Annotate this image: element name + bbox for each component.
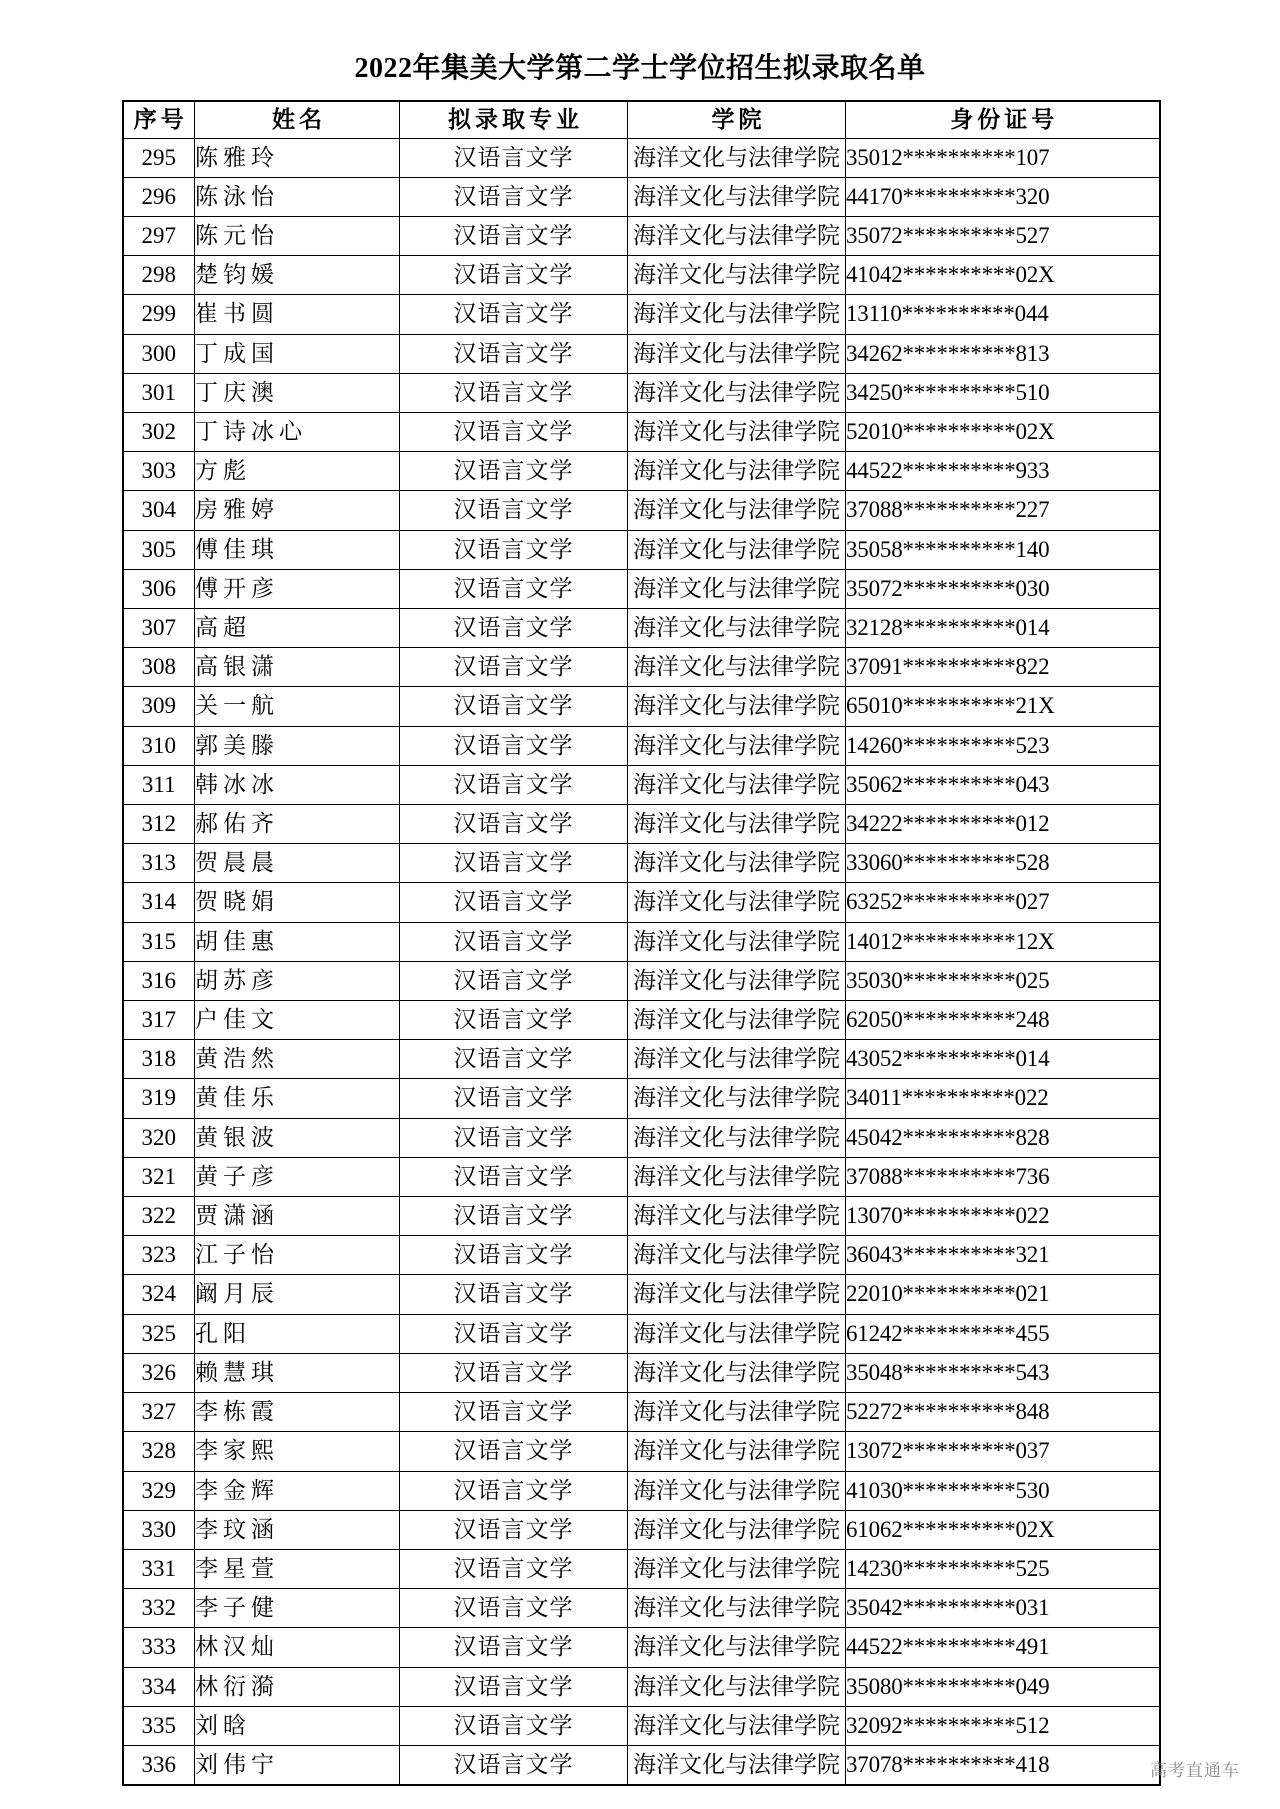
cell-id: 44522**********491 (846, 1628, 1160, 1667)
cell-index: 317 (123, 1001, 195, 1040)
cell-index: 327 (123, 1393, 195, 1432)
cell-major: 汉语言文学 (400, 295, 628, 334)
cell-name: 贺晨晨 (195, 844, 400, 883)
cell-college: 海洋文化与法律学院 (628, 1628, 846, 1667)
cell-id: 61062**********02X (846, 1510, 1160, 1549)
cell-name: 刘晗 (195, 1706, 400, 1745)
cell-name: 李星萱 (195, 1549, 400, 1588)
cell-college: 海洋文化与法律学院 (628, 1667, 846, 1706)
table-row (123, 726, 1160, 765)
table-row (123, 1510, 1160, 1549)
table-row (123, 1314, 1160, 1353)
roster-table (122, 100, 1161, 1787)
cell-college: 海洋文化与法律学院 (628, 1549, 846, 1588)
cell-college: 海洋文化与法律学院 (628, 530, 846, 569)
cell-college: 海洋文化与法律学院 (628, 726, 846, 765)
cell-major: 汉语言文学 (400, 569, 628, 608)
cell-name: 高超 (195, 609, 400, 648)
cell-college: 海洋文化与法律学院 (628, 217, 846, 256)
cell-id: 14012**********12X (846, 922, 1160, 961)
cell-index: 318 (123, 1040, 195, 1079)
cell-major: 汉语言文学 (400, 217, 628, 256)
cell-id: 41030**********530 (846, 1471, 1160, 1510)
cell-index: 331 (123, 1549, 195, 1588)
cell-major: 汉语言文学 (400, 256, 628, 295)
cell-name: 房雅婷 (195, 491, 400, 530)
cell-major: 汉语言文学 (400, 1471, 628, 1510)
table-row (123, 491, 1160, 530)
cell-index: 322 (123, 1197, 195, 1236)
cell-name: 胡苏彦 (195, 961, 400, 1000)
cell-major: 汉语言文学 (400, 1197, 628, 1236)
table-row (123, 1353, 1160, 1392)
cell-index: 329 (123, 1471, 195, 1510)
cell-index: 307 (123, 609, 195, 648)
cell-college: 海洋文化与法律学院 (628, 1079, 846, 1118)
cell-name: 李金辉 (195, 1471, 400, 1510)
cell-id: 36043**********321 (846, 1236, 1160, 1275)
cell-index: 312 (123, 805, 195, 844)
cell-major: 汉语言文学 (400, 1118, 628, 1157)
cell-id: 13110**********044 (846, 295, 1160, 334)
cell-name: 黄浩然 (195, 1040, 400, 1079)
cell-major: 汉语言文学 (400, 1745, 628, 1785)
cell-college: 海洋文化与法律学院 (628, 1393, 846, 1432)
cell-name: 黄子彦 (195, 1157, 400, 1196)
cell-index: 335 (123, 1706, 195, 1745)
cell-name: 贾潇涵 (195, 1197, 400, 1236)
cell-id: 34250**********510 (846, 373, 1160, 412)
cell-college: 海洋文化与法律学院 (628, 765, 846, 804)
table-header-row (123, 101, 1160, 139)
cell-index: 333 (123, 1628, 195, 1667)
table-row (123, 1040, 1160, 1079)
cell-index: 326 (123, 1353, 195, 1392)
cell-name: 丁诗冰心 (195, 413, 400, 452)
cell-college: 海洋文化与法律学院 (628, 883, 846, 922)
cell-major: 汉语言文学 (400, 883, 628, 922)
cell-index: 334 (123, 1667, 195, 1706)
cell-index: 316 (123, 961, 195, 1000)
cell-major: 汉语言文学 (400, 1275, 628, 1314)
cell-college: 海洋文化与法律学院 (628, 961, 846, 1000)
cell-id: 65010**********21X (846, 687, 1160, 726)
table-row (123, 844, 1160, 883)
cell-name: 刘伟宁 (195, 1745, 400, 1785)
cell-major: 汉语言文学 (400, 726, 628, 765)
cell-name: 黄银波 (195, 1118, 400, 1157)
table-row (123, 765, 1160, 804)
cell-id: 35012**********107 (846, 138, 1160, 177)
cell-college: 海洋文化与法律学院 (628, 413, 846, 452)
table-row (123, 413, 1160, 452)
cell-index: 298 (123, 256, 195, 295)
cell-college: 海洋文化与法律学院 (628, 1589, 846, 1628)
table-row (123, 373, 1160, 412)
table-row (123, 1118, 1160, 1157)
cell-college: 海洋文化与法律学院 (628, 1471, 846, 1510)
cell-major: 汉语言文学 (400, 413, 628, 452)
cell-id: 63252**********027 (846, 883, 1160, 922)
cell-name: 李家熙 (195, 1432, 400, 1471)
cell-college: 海洋文化与法律学院 (628, 687, 846, 726)
cell-major: 汉语言文学 (400, 334, 628, 373)
cell-id: 35058**********140 (846, 530, 1160, 569)
cell-college: 海洋文化与法律学院 (628, 1157, 846, 1196)
cell-college: 海洋文化与法律学院 (628, 569, 846, 608)
cell-college: 海洋文化与法律学院 (628, 648, 846, 687)
table-row (123, 1432, 1160, 1471)
table-row (123, 1667, 1160, 1706)
cell-id: 44170**********320 (846, 177, 1160, 216)
cell-index: 330 (123, 1510, 195, 1549)
cell-college: 海洋文化与法律学院 (628, 138, 846, 177)
cell-major: 汉语言文学 (400, 844, 628, 883)
cell-index: 301 (123, 373, 195, 412)
table-row (123, 138, 1160, 177)
cell-id: 32128**********014 (846, 609, 1160, 648)
cell-id: 61242**********455 (846, 1314, 1160, 1353)
table-row (123, 452, 1160, 491)
roster-table-wrapper (122, 100, 1159, 1787)
cell-name: 丁成国 (195, 334, 400, 373)
table-row (123, 569, 1160, 608)
cell-name: 江子怡 (195, 1236, 400, 1275)
cell-id: 32092**********512 (846, 1706, 1160, 1745)
cell-index: 328 (123, 1432, 195, 1471)
cell-college: 海洋文化与法律学院 (628, 1706, 846, 1745)
cell-index: 300 (123, 334, 195, 373)
cell-index: 323 (123, 1236, 195, 1275)
cell-id: 44522**********933 (846, 452, 1160, 491)
cell-index: 306 (123, 569, 195, 608)
table-body (123, 138, 1160, 1785)
cell-index: 320 (123, 1118, 195, 1157)
cell-index: 303 (123, 452, 195, 491)
cell-major: 汉语言文学 (400, 1432, 628, 1471)
cell-id: 13070**********022 (846, 1197, 1160, 1236)
table-row (123, 1471, 1160, 1510)
cell-index: 302 (123, 413, 195, 452)
cell-major: 汉语言文学 (400, 177, 628, 216)
table-row (123, 922, 1160, 961)
cell-major: 汉语言文学 (400, 1589, 628, 1628)
cell-id: 35080**********049 (846, 1667, 1160, 1706)
cell-college: 海洋文化与法律学院 (628, 1353, 846, 1392)
cell-index: 313 (123, 844, 195, 883)
cell-name: 胡佳惠 (195, 922, 400, 961)
cell-id: 62050**********248 (846, 1001, 1160, 1040)
table-row (123, 177, 1160, 216)
cell-name: 孔阳 (195, 1314, 400, 1353)
cell-major: 汉语言文学 (400, 1236, 628, 1275)
cell-name: 户佳文 (195, 1001, 400, 1040)
cell-name: 李玟涵 (195, 1510, 400, 1549)
cell-name: 陈雅玲 (195, 138, 400, 177)
cell-id: 37088**********227 (846, 491, 1160, 530)
table-row (123, 687, 1160, 726)
cell-college: 海洋文化与法律学院 (628, 177, 846, 216)
cell-id: 13072**********037 (846, 1432, 1160, 1471)
cell-id: 37088**********736 (846, 1157, 1160, 1196)
cell-name: 黄佳乐 (195, 1079, 400, 1118)
cell-name: 林衍漪 (195, 1667, 400, 1706)
cell-index: 296 (123, 177, 195, 216)
cell-id: 34262**********813 (846, 334, 1160, 373)
cell-college: 海洋文化与法律学院 (628, 373, 846, 412)
cell-name: 陈元怡 (195, 217, 400, 256)
cell-name: 郭美滕 (195, 726, 400, 765)
cell-major: 汉语言文学 (400, 530, 628, 569)
table-row (123, 256, 1160, 295)
cell-index: 310 (123, 726, 195, 765)
cell-id: 35062**********043 (846, 765, 1160, 804)
cell-index: 332 (123, 1589, 195, 1628)
cell-index: 295 (123, 138, 195, 177)
cell-name: 崔书圆 (195, 295, 400, 334)
table-row (123, 883, 1160, 922)
cell-college: 海洋文化与法律学院 (628, 452, 846, 491)
cell-name: 李子健 (195, 1589, 400, 1628)
column-header-index: 序号 (123, 101, 195, 139)
cell-major: 汉语言文学 (400, 1040, 628, 1079)
column-header-name: 姓名 (195, 101, 400, 139)
cell-name: 阚月辰 (195, 1275, 400, 1314)
table-row (123, 805, 1160, 844)
cell-index: 299 (123, 295, 195, 334)
cell-index: 311 (123, 765, 195, 804)
cell-name: 丁庆澳 (195, 373, 400, 412)
table-row (123, 1197, 1160, 1236)
column-header-college: 学院 (628, 101, 846, 139)
table-row (123, 1745, 1160, 1785)
table-row (123, 1079, 1160, 1118)
cell-name: 楚钧媛 (195, 256, 400, 295)
cell-major: 汉语言文学 (400, 961, 628, 1000)
cell-index: 324 (123, 1275, 195, 1314)
table-row (123, 1393, 1160, 1432)
table-row (123, 648, 1160, 687)
cell-id: 33060**********528 (846, 844, 1160, 883)
cell-major: 汉语言文学 (400, 648, 628, 687)
table-row (123, 1706, 1160, 1745)
cell-id: 34011**********022 (846, 1079, 1160, 1118)
cell-college: 海洋文化与法律学院 (628, 1236, 846, 1275)
cell-index: 305 (123, 530, 195, 569)
table-row (123, 1628, 1160, 1667)
cell-major: 汉语言文学 (400, 805, 628, 844)
cell-major: 汉语言文学 (400, 1353, 628, 1392)
cell-name: 李栋霞 (195, 1393, 400, 1432)
cell-index: 297 (123, 217, 195, 256)
cell-index: 304 (123, 491, 195, 530)
table-row (123, 334, 1160, 373)
cell-college: 海洋文化与法律学院 (628, 805, 846, 844)
cell-major: 汉语言文学 (400, 1079, 628, 1118)
cell-name: 郝佑齐 (195, 805, 400, 844)
cell-name: 傅佳琪 (195, 530, 400, 569)
cell-college: 海洋文化与法律学院 (628, 256, 846, 295)
cell-id: 45042**********828 (846, 1118, 1160, 1157)
cell-college: 海洋文化与法律学院 (628, 1118, 846, 1157)
cell-id: 35042**********031 (846, 1589, 1160, 1628)
cell-id: 37091**********822 (846, 648, 1160, 687)
cell-name: 赖慧琪 (195, 1353, 400, 1392)
cell-major: 汉语言文学 (400, 491, 628, 530)
cell-id: 43052**********014 (846, 1040, 1160, 1079)
cell-name: 傅开彦 (195, 569, 400, 608)
cell-name: 林汉灿 (195, 1628, 400, 1667)
table-row (123, 295, 1160, 334)
cell-college: 海洋文化与法律学院 (628, 922, 846, 961)
cell-id: 22010**********021 (846, 1275, 1160, 1314)
cell-major: 汉语言文学 (400, 687, 628, 726)
cell-major: 汉语言文学 (400, 922, 628, 961)
cell-major: 汉语言文学 (400, 1706, 628, 1745)
table-row (123, 1275, 1160, 1314)
cell-college: 海洋文化与法律学院 (628, 1275, 846, 1314)
cell-id: 52010**********02X (846, 413, 1160, 452)
cell-id: 41042**********02X (846, 256, 1160, 295)
cell-id: 35030**********025 (846, 961, 1160, 1000)
table-row (123, 1236, 1160, 1275)
column-header-id: 身份证号 (846, 101, 1160, 139)
cell-college: 海洋文化与法律学院 (628, 295, 846, 334)
cell-name: 韩冰冰 (195, 765, 400, 804)
cell-major: 汉语言文学 (400, 1314, 628, 1353)
cell-college: 海洋文化与法律学院 (628, 491, 846, 530)
cell-college: 海洋文化与法律学院 (628, 1745, 846, 1785)
cell-id: 37078**********418 (846, 1745, 1160, 1785)
cell-name: 方彪 (195, 452, 400, 491)
cell-major: 汉语言文学 (400, 1667, 628, 1706)
cell-major: 汉语言文学 (400, 1510, 628, 1549)
cell-name: 高银潇 (195, 648, 400, 687)
cell-college: 海洋文化与法律学院 (628, 1432, 846, 1471)
table-row (123, 961, 1160, 1000)
cell-major: 汉语言文学 (400, 765, 628, 804)
cell-college: 海洋文化与法律学院 (628, 1314, 846, 1353)
cell-index: 336 (123, 1745, 195, 1785)
cell-index: 314 (123, 883, 195, 922)
table-row (123, 1549, 1160, 1588)
cell-college: 海洋文化与法律学院 (628, 844, 846, 883)
cell-id: 14260**********523 (846, 726, 1160, 765)
cell-major: 汉语言文学 (400, 1001, 628, 1040)
cell-college: 海洋文化与法律学院 (628, 1197, 846, 1236)
table-row (123, 217, 1160, 256)
cell-id: 35072**********527 (846, 217, 1160, 256)
cell-index: 308 (123, 648, 195, 687)
cell-id: 34222**********012 (846, 805, 1160, 844)
cell-index: 315 (123, 922, 195, 961)
cell-index: 319 (123, 1079, 195, 1118)
cell-index: 309 (123, 687, 195, 726)
cell-index: 325 (123, 1314, 195, 1353)
cell-major: 汉语言文学 (400, 609, 628, 648)
column-header-major: 拟录取专业 (400, 101, 628, 139)
cell-college: 海洋文化与法律学院 (628, 609, 846, 648)
cell-college: 海洋文化与法律学院 (628, 334, 846, 373)
cell-id: 14230**********525 (846, 1549, 1160, 1588)
cell-college: 海洋文化与法律学院 (628, 1510, 846, 1549)
cell-name: 关一航 (195, 687, 400, 726)
cell-major: 汉语言文学 (400, 1157, 628, 1196)
table-row (123, 1157, 1160, 1196)
cell-major: 汉语言文学 (400, 1549, 628, 1588)
cell-name: 陈泳怡 (195, 177, 400, 216)
cell-major: 汉语言文学 (400, 138, 628, 177)
cell-index: 321 (123, 1157, 195, 1196)
table-header (123, 101, 1160, 139)
cell-college: 海洋文化与法律学院 (628, 1040, 846, 1079)
cell-id: 35048**********543 (846, 1353, 1160, 1392)
table-row (123, 609, 1160, 648)
cell-id: 52272**********848 (846, 1393, 1160, 1432)
cell-major: 汉语言文学 (400, 373, 628, 412)
cell-name: 贺晓娟 (195, 883, 400, 922)
table-row (123, 530, 1160, 569)
cell-major: 汉语言文学 (400, 1393, 628, 1432)
watermark: 高考直通车 (1150, 1761, 1240, 1780)
table-row (123, 1589, 1160, 1628)
table-row (123, 1001, 1160, 1040)
page-title: 2022年集美大学第二学士学位招生拟录取名单 (354, 53, 926, 84)
cell-major: 汉语言文学 (400, 452, 628, 491)
cell-college: 海洋文化与法律学院 (628, 1001, 846, 1040)
cell-id: 35072**********030 (846, 569, 1160, 608)
cell-major: 汉语言文学 (400, 1628, 628, 1667)
